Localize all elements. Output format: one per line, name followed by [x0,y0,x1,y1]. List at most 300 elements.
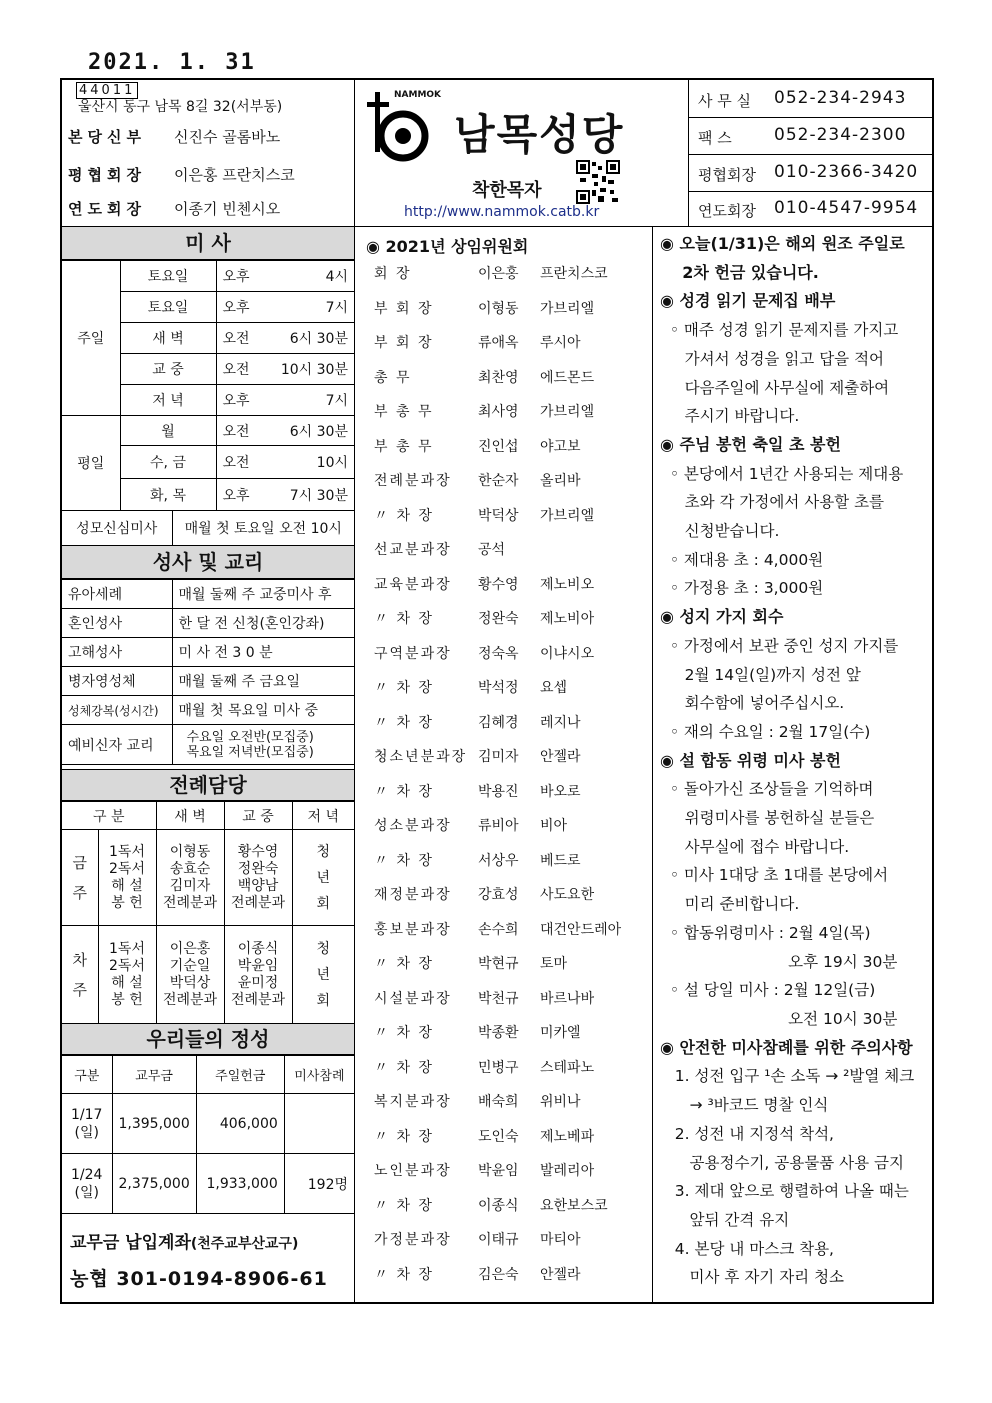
offering-table [62,1055,354,1214]
liturgy-person: 전례분과 [162,894,218,911]
council-name: 강효성 [478,887,519,904]
liturgy-person: 황수영 [237,843,279,860]
council-role: 부 회 장 [374,300,434,317]
mass-ampm: 오전 [216,416,266,446]
offering-header: 구분 [62,1056,112,1094]
mass-ampm: 오전 [216,323,266,354]
liturgy-person: 전례분과 [230,894,286,911]
header-divider-left [354,80,355,226]
council-baptism: 토마 [540,956,568,973]
council-name: 박석정 [478,680,519,697]
offering-tithe: 1,395,000 [112,1094,196,1154]
marian-mass-value: 매월 첫 토요일 오전 10시 [172,511,354,546]
notice-line: → ³바코드 명찰 인식 [660,1096,829,1115]
mass-ampm: 오후 [216,385,266,416]
contact-value-yeondo: 010-4547-9954 [774,198,919,218]
role-reading-2: 2독서 [109,860,145,877]
notice-line: 사무실에 접수 바랍니다. [660,837,850,856]
notice-line: 초와 각 가정에서 사용할 초를 [660,493,885,512]
sacrament-label: 고해성사 [62,638,172,667]
council-name: 박종환 [478,1025,519,1042]
council-baptism: 요셉 [540,680,568,697]
offering-day-value: (일) [74,1184,99,1201]
liturgy-roles [98,830,156,926]
account-note: (천주교부산교구) [190,1236,299,1252]
this-week-main [224,830,292,926]
sacrament-label: 병자영성체 [62,667,172,696]
council-row [374,601,644,636]
offering-date-value: 1/17 [71,1106,103,1123]
council-role: 성소분과장 [374,818,452,835]
liturgy-person: 전례분과 [162,991,218,1008]
council-name: 이은홍 [478,266,519,283]
liturgy-table [62,801,354,1024]
notice-line: 오후 19시 30분 [660,952,898,971]
council-row [374,1222,644,1257]
council-baptism: 스테파노 [540,1059,595,1076]
council-row [374,1015,644,1050]
sacrament-value: 미 사 전 3 0 분 [172,638,354,667]
notice-line: ◦ 제대용 초 : 4,000원 [660,550,824,569]
marian-mass-label: 성모신심미사 [62,511,172,546]
liturgy-person: 정완숙 [237,860,279,877]
mass-time: 10시 30분 [266,354,354,385]
notice-line: 회수함에 넣어주십시오. [660,694,845,713]
liturgy-group-char: 년 [316,966,331,983]
mass-ampm: 오후 [216,292,266,323]
council-row [374,877,644,912]
council-row [374,291,644,326]
council-role: 총 무 [374,369,412,386]
mass-ampm: 오전 [216,354,266,385]
council-baptism: 프란치스코 [540,266,608,283]
notice-line: 주시기 바랍니다. [660,407,800,426]
column-divider-2 [652,226,653,1304]
liturgy-person: 윤미정 [237,974,279,991]
council-row [374,429,644,464]
liturgy-person: 박덕상 [169,974,211,991]
council-row [374,808,644,843]
offering-tithe: 2,375,000 [112,1154,196,1214]
council-name: 김미자 [478,749,519,766]
next-week-main [224,926,292,1024]
contact-value-office: 052-234-2943 [774,88,907,108]
mass-day: 토요일 [120,261,216,292]
mass-ampm: 오전 [216,446,266,479]
sacrament-value: 매월 첫 목요일 미사 중 [172,696,354,725]
marian-mass-table [62,510,354,546]
liturgy-person: 백양남 [237,877,279,894]
mass-day: 토요일 [120,292,216,323]
council-row [374,636,644,671]
council-role: 재정분과장 [374,887,452,904]
role-reading-1: 1독서 [109,843,145,860]
council-name: 이형동 [478,300,519,317]
council-row [374,1050,644,1085]
council-role: 회 장 [374,266,412,283]
catechumen-class-1: 수요일 오전반(모집중) [186,729,314,745]
council-row [374,394,644,429]
mass-day: 저 녁 [120,385,216,416]
council-title: ◉ 2021년 상임위원회 [366,237,529,256]
notice-line: 오전 10시 30분 [660,1009,898,1028]
council-role: 〃 차 장 [374,714,434,731]
liturgy-group-char: 청 [316,940,331,957]
offering-attend [284,1094,354,1154]
council-baptism: 안젤라 [540,1266,581,1283]
contact-value-fax: 052-234-2300 [774,125,907,145]
council-baptism: 발레리아 [540,1163,595,1180]
notice-line: 1. 성전 입구 ¹손 소독 → ²발열 체크 [660,1067,915,1086]
council-name: 이종식 [478,1197,519,1214]
this-week-char: 금 [72,853,87,872]
notice-line: 앞뒤 간격 유지 [660,1210,790,1229]
council-role: 청소년분과장 [374,749,468,766]
catechumen-class-2: 목요일 저녁반(모집중) [186,744,314,760]
council-baptism: 이냐시오 [540,645,595,662]
council-baptism: 에드몬드 [540,369,595,386]
council-role: 〃 차 장 [374,611,434,628]
council-row [374,325,644,360]
address: 울산시 동구 남목 8길 32(서부동) [78,99,283,115]
contact-value-council: 010-2366-3420 [774,162,919,182]
council-name: 배숙희 [478,1094,519,1111]
council-role: 〃 차 장 [374,1197,434,1214]
liturgy-roles [98,926,156,1024]
council-role: 〃 차 장 [374,1025,434,1042]
council-name: 서상우 [478,852,519,869]
council-name: 박덕상 [478,507,519,524]
this-week-evening [292,830,354,926]
council-name: 한순자 [478,473,519,490]
notices-list [660,230,932,1292]
church-subtitle: 착한목자 [472,180,542,201]
council-role: 홍보분과장 [374,921,452,938]
this-week-char: 주 [72,883,87,902]
notice-line: ◦ 미사 1대당 초 1대를 본당에서 [660,866,889,885]
council-role: 선교분과장 [374,542,452,559]
council-baptism: 가브리엘 [540,300,595,317]
offering-header: 교무금 [112,1056,196,1094]
council-baptism: 바오로 [540,783,581,800]
sacraments-section-title: 성사 및 교리 [62,545,354,579]
notice-line: 위령미사를 봉헌하실 분들은 [660,809,875,828]
contact-label-fax: 팩 스 [698,129,732,147]
notice-heading: ◉ 안전한 미사참례를 위한 주의사항 [660,1037,913,1057]
council-name: 박윤임 [478,1163,519,1180]
council-role: 가정분과장 [374,1232,452,1249]
staff-role-2: 평협회장 [68,166,146,184]
council-baptism: 가브리엘 [540,507,595,524]
qr-code-icon [576,160,620,204]
council-name: 류애옥 [478,335,519,352]
mass-day: 교 중 [120,354,216,385]
council-role: 〃 차 장 [374,956,434,973]
staff-role-3: 연도회장 [68,200,146,218]
council-row [374,256,644,291]
council-row [374,946,644,981]
council-row [374,567,644,602]
council-name: 최사영 [478,404,519,421]
notice-line: 가셔서 성경을 읽고 답을 적어 [660,349,885,368]
postal-code: 44011 [76,82,138,99]
offering-date [62,1094,112,1154]
notice-line: 3. 제대 앞으로 행렬하여 나올 때는 [660,1182,909,1201]
notice-heading: ◉ 성경 읽기 문제집 배부 [660,291,836,311]
staff-role-1: 본당신부 [68,128,146,146]
next-week-label [62,926,98,1024]
council-baptism: 요한보스코 [540,1197,608,1214]
notice-line: 2. 성전 내 지정석 착석, [660,1124,834,1143]
mass-day: 수, 금 [120,446,216,479]
council-row [374,463,644,498]
notice-heading: ◉ 설 합동 위령 미사 봉헌 [660,750,841,770]
council-baptism: 제노베파 [540,1128,595,1145]
council-baptism: 가브리엘 [540,404,595,421]
liturgy-person: 김미자 [169,877,211,894]
council-name: 진인섭 [478,438,519,455]
mass-time: 7시 [266,292,354,323]
council-name: 류비아 [478,818,519,835]
council-baptism: 베드로 [540,852,581,869]
council-row [374,739,644,774]
staff-name-3: 이종기 빈첸시오 [174,200,281,218]
council-row [374,912,644,947]
bulletin-date: 2021. 1. 31 [88,50,256,75]
council-row [374,1153,644,1188]
council-name: 김은숙 [478,1266,519,1283]
council-row [374,670,644,705]
offering-sunday: 406,000 [196,1094,284,1154]
sacrament-value: 매월 둘째 주 금요일 [172,667,354,696]
council-role: 〃 차 장 [374,1266,434,1283]
liturgy-person: 이종식 [237,940,279,957]
council-row [374,532,644,567]
liturgy-group-char: 청 [316,843,331,860]
sunday-label: 주일 [62,261,120,416]
council-row [374,1119,644,1154]
notice-heading: ◉ 오늘(1/31)은 해외 원조 주일로 [660,234,905,253]
liturgy-person: 기순일 [169,957,211,974]
mass-time: 7시 [266,385,354,416]
council-name: 손수희 [478,921,519,938]
next-week-dawn [156,926,224,1024]
council-row [374,1257,644,1292]
council-baptism: 올리바 [540,473,581,490]
council-name: 민병구 [478,1059,519,1076]
council-row [374,1188,644,1223]
catechumen-classes [172,725,354,765]
council-name: 정숙옥 [478,645,519,662]
council-role: 구역분과장 [374,645,452,662]
mass-time: 4시 [266,261,354,292]
mass-ampm: 오후 [216,261,266,292]
staff-name-2: 이은홍 프란치스코 [174,166,295,184]
council-baptism: 대건안드레아 [540,921,622,938]
liturgy-person: 송효순 [169,860,211,877]
council-role: 〃 차 장 [374,507,434,524]
mass-section-title: 미 사 [62,226,354,260]
council-baptism: 사도요한 [540,887,595,904]
council-baptism: 비아 [540,818,568,835]
contact-label-council: 평협회장 [698,166,756,184]
council-name: 박용진 [478,783,519,800]
liturgy-section-title: 전례담당 [62,769,354,801]
council-name: 도인숙 [478,1128,519,1145]
council-baptism: 마티아 [540,1232,581,1249]
contact-label-office: 사 무 실 [698,92,752,110]
account-label-text: 교무금 납입계좌 [70,1233,191,1253]
liturgy-header: 저 녁 [292,802,354,830]
council-baptism: 제노비오 [540,576,595,593]
notice-heading: 2차 헌금 있습니다. [660,262,819,282]
mass-time: 10시 [266,446,354,479]
liturgy-group-char: 년 [316,869,331,886]
council-row [374,498,644,533]
council-role: 〃 차 장 [374,1059,434,1076]
sacrament-value: 한 달 전 신청(혼인강좌) [172,609,354,638]
council-role: 전례분과장 [374,473,452,490]
contact-label-yeondo: 연도회장 [698,202,756,220]
council-name: 공석 [478,542,506,559]
liturgy-person: 이형동 [169,843,211,860]
notice-line: ◦ 가정에서 보관 중인 성지 가지를 [660,636,899,655]
offering-date [62,1154,112,1214]
role-commentary: 해 설 [111,877,143,894]
council-baptism [540,532,644,567]
role-offering: 봉 헌 [111,991,143,1008]
mass-day: 화, 목 [120,479,216,511]
this-week-label [62,830,98,926]
council-role: 시설분과장 [374,990,452,1007]
council-row [374,360,644,395]
staff-name-1: 신진수 골롬바노 [174,128,281,146]
bulletin-frame [60,78,934,1304]
offering-header: 주일헌금 [196,1056,284,1094]
sacrament-label: 성체강복(성시간) [62,696,172,725]
notice-line: 신청받습니다. [660,522,780,541]
sacrament-label: 유아세례 [62,580,172,609]
offering-date-value: 1/24 [71,1166,103,1183]
council-row [374,705,644,740]
logo-small-text: NAMMOK [394,90,442,100]
notice-line: ◦ 돌아가신 조상들을 기억하며 [660,780,874,799]
council-role: 〃 차 장 [374,852,434,869]
council-baptism: 레지나 [540,714,581,731]
next-week-char: 주 [72,980,87,999]
liturgy-group-char: 회 [316,992,331,1009]
liturgy-group-char: 회 [316,895,331,912]
mass-day: 새 벽 [120,323,216,354]
this-week-dawn [156,830,224,926]
council-name: 황수영 [478,576,519,593]
role-commentary: 해 설 [111,974,143,991]
bank-account: 농협 301-0194-8906-61 [70,1268,328,1290]
council-name: 최찬영 [478,369,519,386]
council-row [374,981,644,1016]
sacrament-label: 혼인성사 [62,609,172,638]
role-reading-1: 1독서 [109,940,145,957]
liturgy-person: 박윤임 [237,957,279,974]
notice-line: ◦ 본당에서 1년간 사용되는 제대용 [660,464,904,483]
mass-time: 6시 30분 [266,416,354,446]
role-offering: 봉 헌 [111,894,143,911]
council-role: 복지분과장 [374,1094,452,1111]
council-baptism: 루시아 [540,335,581,352]
notice-line: 미사 후 자기 자리 청소 [660,1268,845,1287]
role-reading-2: 2독서 [109,957,145,974]
council-role: 〃 차 장 [374,783,434,800]
notice-line: ◦ 설 당일 미사 : 2월 12일(금) [660,981,876,1000]
council-baptism: 위비나 [540,1094,581,1111]
notice-line: ◦ 매주 성경 읽기 문제지를 가지고 [660,321,899,340]
notice-line: 다음주일에 사무실에 제출하여 [660,378,890,397]
mass-time: 6시 30분 [266,323,354,354]
notice-line: ◦ 가정용 초 : 3,000원 [660,579,824,598]
liturgy-header: 구 분 [62,802,156,830]
sacrament-value: 매월 둘째 주 교중미사 후 [172,580,354,609]
sacraments-table [62,579,354,765]
council-role: 부 총 무 [374,404,434,421]
liturgy-header: 교 중 [224,802,292,830]
offering-day-value: (일) [74,1124,99,1141]
offering-header: 미사참례 [284,1056,354,1094]
offering-attend: 192명 [284,1154,354,1214]
website-url[interactable]: http://www.nammok.catb.kr [404,204,600,220]
next-week-char: 차 [72,950,87,969]
council-name: 김혜경 [478,714,519,731]
notice-line: ◦ 재의 수요일 : 2월 17일(수) [660,722,871,741]
council-name: 정완숙 [478,611,519,628]
notice-line: 4. 본당 내 마스크 착용, [660,1239,834,1258]
notice-line: 2월 14일(일)까지 성전 앞 [660,665,861,684]
notice-heading: ◉ 주님 봉헌 축일 초 봉헌 [660,434,841,454]
offering-sunday: 1,933,000 [196,1154,284,1214]
council-name: 이태규 [478,1232,519,1249]
mass-day: 월 [120,416,216,446]
council-name: 박현규 [478,956,519,973]
mass-schedule-table [62,260,354,511]
council-row [374,843,644,878]
council-row [374,1084,644,1119]
column-divider-1 [354,226,355,1304]
catechumen-label: 예비신자 교리 [62,725,172,765]
council-baptism: 안젤라 [540,749,581,766]
council-baptism: 야고보 [540,438,581,455]
notice-heading: ◉ 성지 가지 회수 [660,607,784,627]
next-week-evening [292,926,354,1024]
council-role: 〃 차 장 [374,680,434,697]
council-role: 〃 차 장 [374,1128,434,1145]
council-name: 박천규 [478,990,519,1007]
notice-line: 미리 준비합니다. [660,895,800,914]
header-divider-right [688,80,689,226]
account-label [70,1228,298,1253]
council-baptism: 바르나바 [540,990,595,1007]
liturgy-person: 이은홍 [169,940,211,957]
church-title: 남목성당 [454,110,625,159]
liturgy-header: 새 벽 [156,802,224,830]
council-row [374,774,644,809]
council-role: 노인분과장 [374,1163,452,1180]
notice-line: 공용정수기, 공용물품 사용 금지 [660,1153,904,1172]
mass-time: 7시 30분 [266,479,354,511]
council-baptism: 제노비아 [540,611,595,628]
council-role: 부 총 무 [374,438,434,455]
council-baptism: 미카엘 [540,1025,581,1042]
council-role: 교육분과장 [374,576,452,593]
weekday-label: 평일 [62,416,120,511]
